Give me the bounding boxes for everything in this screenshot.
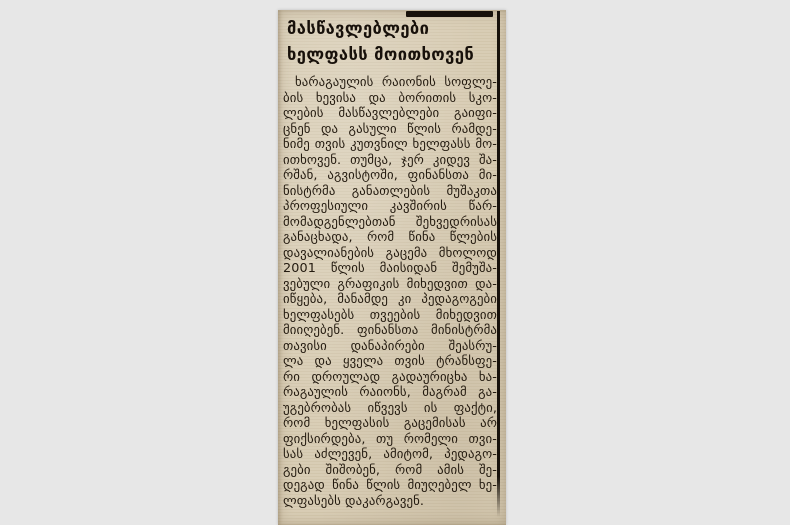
body-line: ფიქსირდება, თუ რომელი თვი- <box>283 431 497 447</box>
column-vertical-rule <box>497 11 500 517</box>
body-line: რომ ხელფასის გაცემისას არ <box>283 416 497 431</box>
body-line: სას აძლევენ, ამიტომ, პედაგო- <box>283 447 497 462</box>
body-line: 2001 წლის მაისიდან შემუშა- <box>283 261 497 276</box>
headline-line-1: მასწავლებლები <box>287 19 430 38</box>
body-line: გები შიშობენ, რომ ამის შე- <box>283 462 497 478</box>
body-line: ცნენ და გასული წლის რამდე- <box>283 121 497 137</box>
column-top-rule <box>406 11 493 17</box>
body-line: ვებული გრაფიკის მიხედვით და- <box>283 276 497 292</box>
body-line: ნისტრმა განათლების მუშაკთა <box>283 183 497 199</box>
body-line: რშან, აგვისტოში, ფინანსთა მი- <box>283 168 497 183</box>
body-line: ბის ხევისა და ბორითის სკო- <box>283 90 497 106</box>
headline-line-2: ხელფასს მოითხოვენ <box>287 45 475 64</box>
body-line: მიიღებენ. ფინანსთა მინისტრმა <box>283 323 497 338</box>
body-line: ითხოვენ. თუმცა, ჯერ კიდევ შა- <box>283 152 497 168</box>
body-line: იწყება, მანამდე კი პედაგოგები <box>283 292 497 307</box>
article-body <box>283 75 497 509</box>
body-line: რაგაულის რაიონს, მაგრამ გა- <box>283 385 497 400</box>
body-line: ხარაგაულის რაიონის სოფლე- <box>295 75 497 90</box>
body-line: ლა და ყველა თვის ტრანსფე- <box>283 354 497 369</box>
newspaper-clipping <box>278 10 506 525</box>
body-line: დეგად წინა წლის მიუღებელ ხე- <box>283 478 497 493</box>
body-line: ნიმე თვის კუთვნილ ხელფასს მო- <box>283 137 497 152</box>
body-line: დავალიანების გაცემა მხოლოდ <box>283 245 497 261</box>
body-line: უგებრობას იწვევს ის ფაქტი, <box>283 400 497 416</box>
body-line: ლების მასწავლებლები გაიფი- <box>283 106 497 121</box>
body-line: განაცხადა, რომ წინა წლების <box>283 230 497 245</box>
body-line: პროფესიული კავშირის წარ- <box>283 199 497 214</box>
body-line: რი დროულად გადაურიცხა ხა- <box>283 369 497 385</box>
body-line: მომადგენლებთან შეხვედრისას <box>283 214 497 230</box>
body-line: თავისი დანაპირები შეასრუ- <box>283 338 497 354</box>
body-line: ხელფასებს თვეების მიხედვით <box>283 307 497 323</box>
body-line: ლფასებს დაკარგავენ. <box>283 493 425 509</box>
